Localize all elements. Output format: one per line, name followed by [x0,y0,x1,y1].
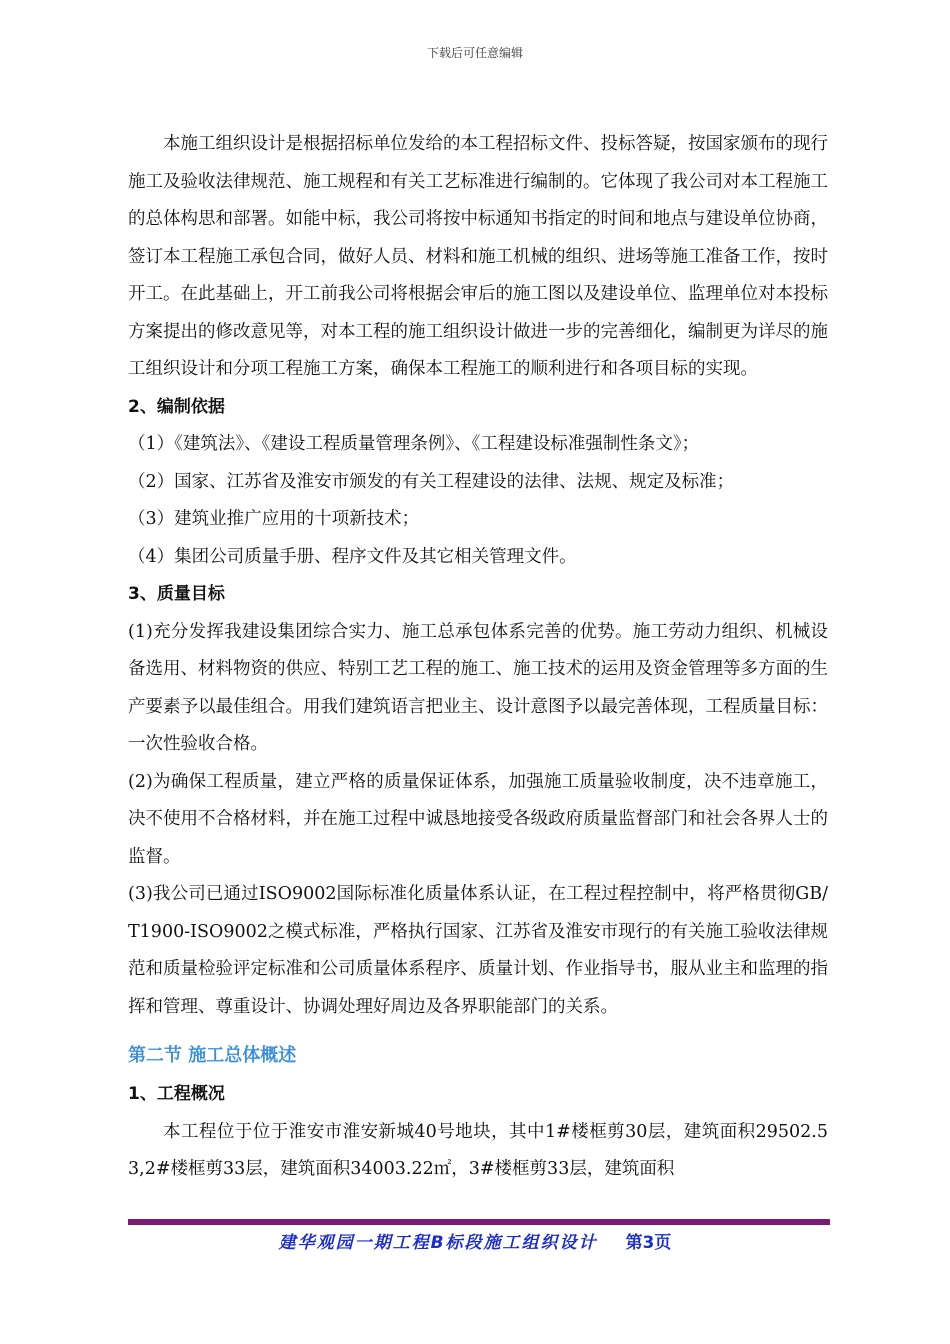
header-note: 下载后可任意编辑 [426,46,523,60]
basis-item: （3）建筑业推广应用的十项新技术； [128,509,420,529]
footer-title: 建华观园一期工程B标段施工组织设计 [278,1233,598,1253]
basis-item: （1）《建筑法》、《建设工程质量管理条例》、《工程建设标准强制性条文》； [128,434,700,454]
page-number: 第3页 [625,1233,672,1253]
quality-item: (3)我公司已通过ISO9002国际标准化质量体系认证，在工程过程控制中，将严格贯彻GB/T1900-ISO9002之模式标准，严格执行国家、江苏省及淮安市现行的有关施工验收法律规范和质量检验评定标准和公司质量体系程序、质量计划、作业指导书，服从业主和监理的指挥和管理、尊重设计、协调处理好周边及各界职能部门的关系。 [128,884,828,1017]
intro-paragraph: 本施工组织设计是根据招标单位发给的本工程招标文件、投标答疑，按国家颁布的现行施工及验收法律规范、施工规程和有关工艺标准进行编制的。它体现了我公司对本工程施工的总体构思和部署。如能中标，我公司将按中标通知书指定的时间和地点与建设单位协商，签订本工程施工承包合同，做好人员、材料和施工机械的组织、进场等施工准备工作，按时开工。在此基础上，开工前我公司将根据会审后的施工图以及建设单位、监理单位对本投标方案提出的修改意见等，对本工程的施工组织设计做进一步的完善细化，编制更为详尽的施工组织设计和分项工程施工方案，确保本工程施工的顺利进行和各项目标的实现。 [128,134,828,379]
footer [0,1228,950,1253]
overview-heading: 1、工程概况 [128,1084,225,1104]
basis-item: （4）集团公司质量手册、程序文件及其它相关管理文件。 [128,546,577,567]
quality-item: (1)充分发挥我建设集团综合实力、施工总承包体系完善的优势。施工劳动力组织、机械设备选用、材料物资的供应、特别工艺工程的施工、施工技术的运用及资金管理等多方面的生产要素予以最佳组合。用我们建筑语言把业主、设计意图予以最完善体现，工程质量目标：一次性验收合格。 [128,621,828,754]
section-title: 第二节 施工总体概述 [128,1045,297,1066]
basis-heading: 2、编制依据 [128,396,225,417]
quality-item: (2)为确保工程质量，建立严格的质量保证体系，加强施工质量验收制度，决不违章施工，决不使用不合格材料，并在施工过程中诚恳地接受各级政府质量监督部门和社会各界人士的监督。 [128,771,828,867]
footer-divider [128,1219,830,1225]
document-body [128,126,828,1189]
basis-item: （2）国家、江苏省及淮安市颁发的有关工程建设的法律、法规、规定及标准； [128,471,735,492]
overview-paragraph: 本工程位于位于淮安市淮安新城40号地块，其中1#楼框剪30层，建筑面积29502.53,2#楼框剪33层，建筑面积34003.22㎡，3#楼框剪33层，建筑面积 [128,1121,828,1179]
quality-heading: 3、质量目标 [128,584,225,604]
